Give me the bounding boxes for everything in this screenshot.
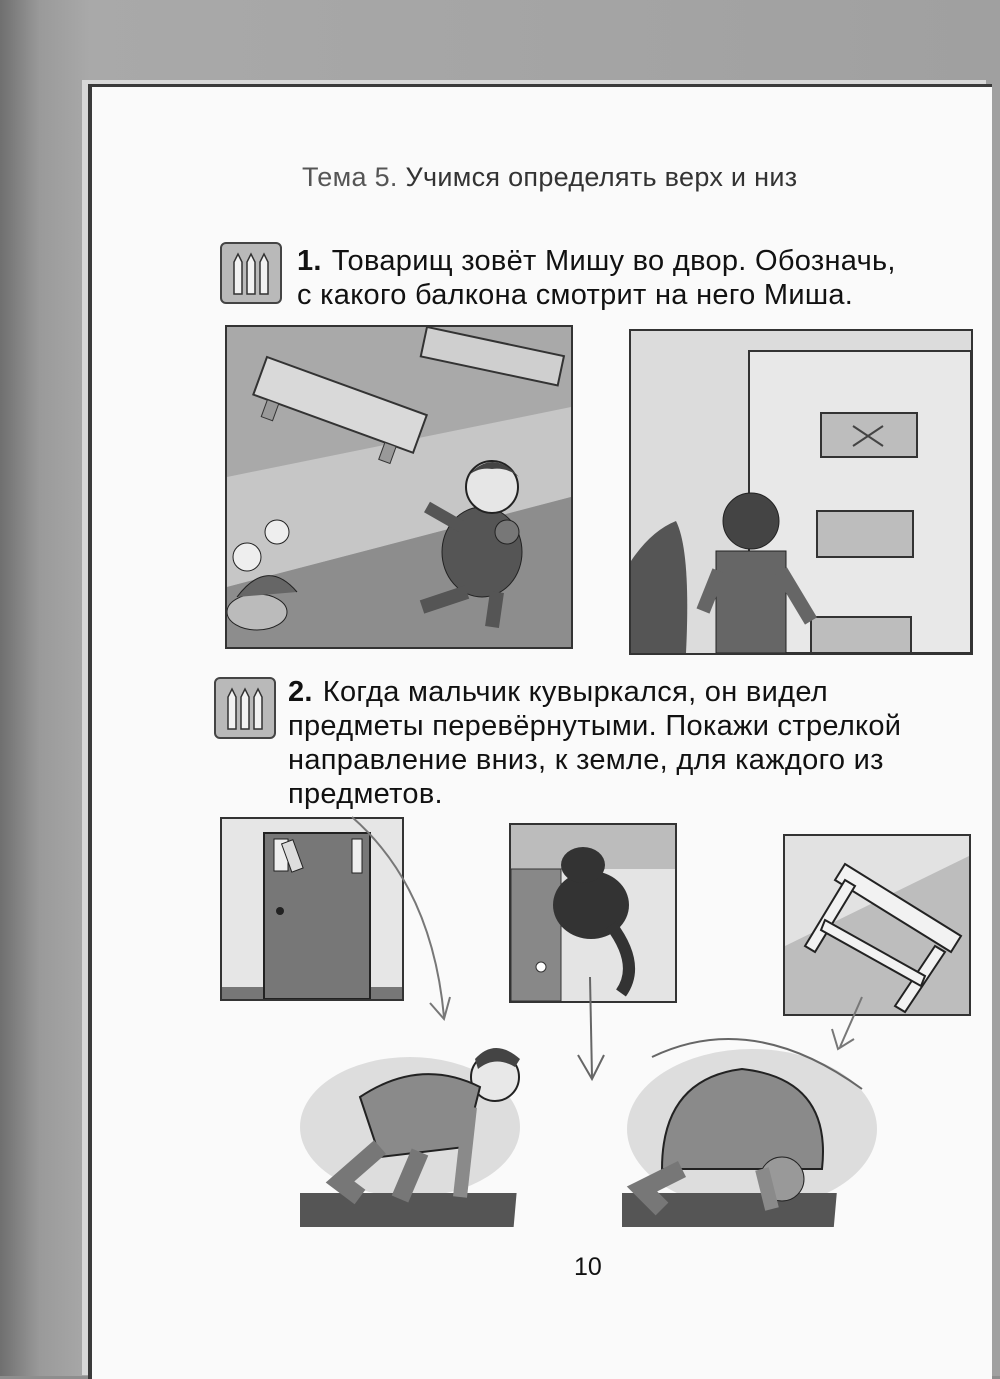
task2-number: 2.: [288, 676, 313, 708]
somersault-boy-picture: [622, 1019, 892, 1231]
task2-line4: предметов.: [288, 778, 443, 810]
task2-line3: направление вниз, к земле, для каждого из: [288, 744, 884, 776]
task1-line2: с какого балкона смотрит на него Миша.: [297, 279, 854, 311]
task2-line2: предметы перевёрнутыми. Покажи стрелкой: [288, 710, 902, 742]
task1-text: [297, 244, 987, 312]
task2-line1: Когда мальчик кувыркался, он видел: [322, 676, 829, 708]
page-header: [302, 162, 797, 193]
task1-line1: Товарищ зовёт Мишу во двор. Обозначь,: [331, 245, 896, 277]
pencils-icon: [220, 242, 282, 304]
yard-picture: [225, 325, 573, 649]
task2-text: [288, 675, 988, 811]
pencils-icon: [214, 677, 276, 739]
page-number: 10: [574, 1253, 602, 1281]
theme-label: Тема 5.: [302, 162, 398, 192]
theme-title: Учимся определять верх и низ: [405, 162, 798, 192]
task1-number: 1.: [297, 245, 322, 277]
balconies-picture: [629, 329, 973, 655]
crouching-boy-picture: [300, 1017, 540, 1231]
workbook-page: [88, 84, 992, 1379]
